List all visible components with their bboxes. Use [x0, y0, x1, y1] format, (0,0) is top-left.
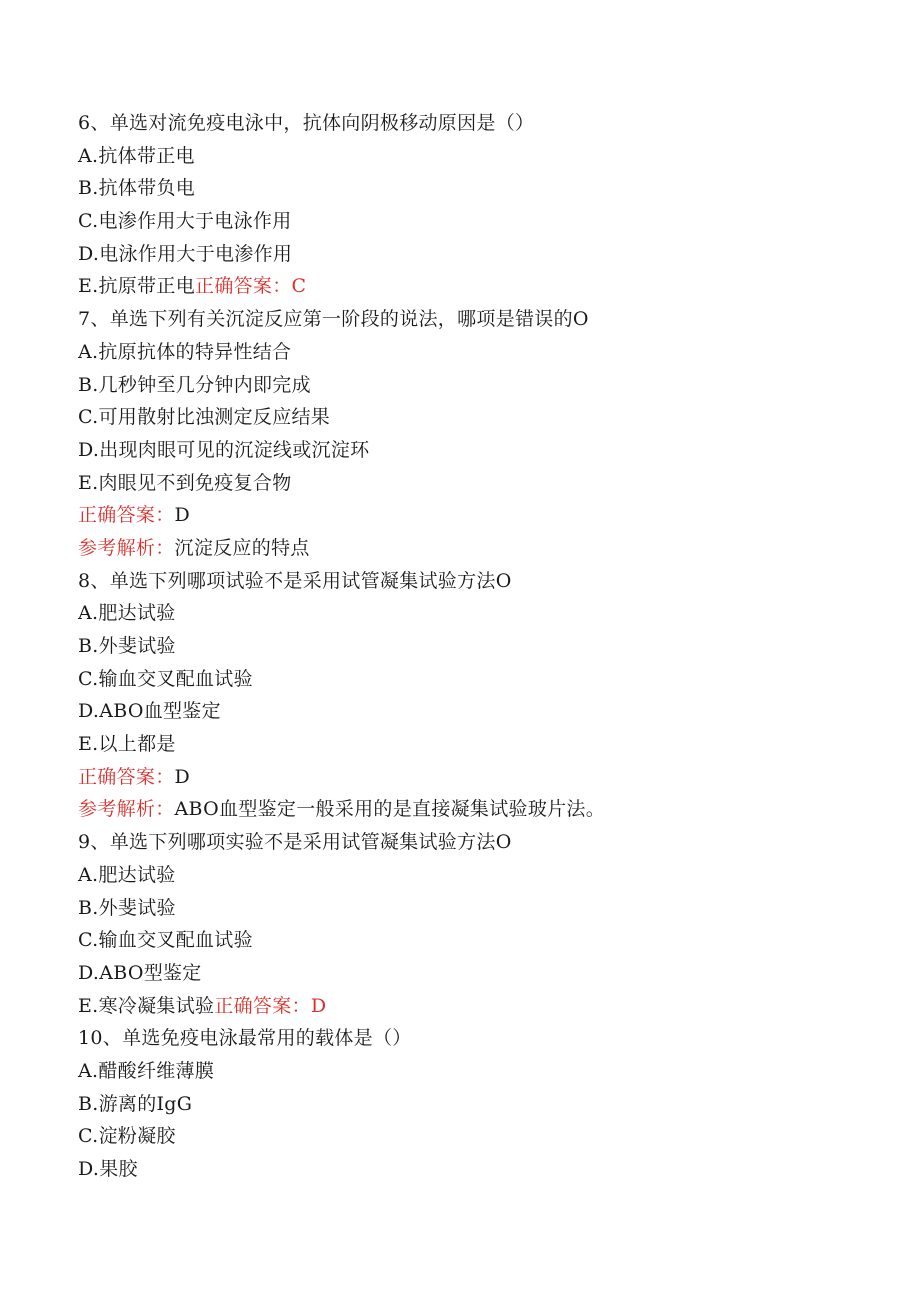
- question-6-stem: 6、单选对流免疫电泳中，抗体向阴极移动原因是（）: [78, 112, 535, 134]
- question-8-analysis-row: [78, 793, 898, 826]
- question-7-analysis-label: 参考解析：: [78, 536, 175, 559]
- question-7-analysis-value: 沉淀反应的特点: [174, 536, 310, 559]
- question-7-answer-value: D: [174, 504, 191, 527]
- question-9-option-c: C.输血交叉配血试验: [78, 929, 253, 952]
- question-6-option-e: E.抗原带正电: [78, 275, 196, 298]
- question-7-option-d: D.出现肉眼可见的沉淀线或沉淀环: [78, 438, 370, 461]
- question-6-option-c: C.电渗作用大于电泳作用: [78, 210, 292, 233]
- question-8-answer-label: 正确答案：: [78, 765, 175, 788]
- question-10-option-b: B.游离的IgG: [78, 1092, 193, 1115]
- question-9-option-e: E.寒冷凝集试验: [78, 994, 215, 1017]
- question-8-answer-value: D: [174, 765, 191, 788]
- question-9-option-e-row: [78, 990, 898, 1023]
- question-8-stem: 8、单选下列哪项试验不是采用试管凝集试验方法O: [78, 569, 512, 592]
- question-8-option-c: C.输血交叉配血试验: [78, 667, 253, 690]
- question-10-option-c: C.淀粉凝胶: [78, 1125, 176, 1148]
- question-7-analysis-row: [78, 532, 898, 565]
- question-6-answer: 正确答案：C: [195, 275, 307, 298]
- question-8-answer-row: [78, 761, 898, 794]
- question-6-option-b: B.抗体带负电: [78, 177, 196, 200]
- question-8-analysis-value: ABO血型鉴定一般采用的是直接凝集试验玻片法。: [174, 798, 606, 821]
- question-8-option-b: B.外斐试验: [78, 635, 176, 657]
- question-10-option-a: A.醋酸纤维薄膜: [78, 1059, 215, 1082]
- question-9-stem: 9、单选下列哪项实验不是采用试管凝集试验方法O: [78, 831, 512, 854]
- question-8-option-e: E.以上都是: [78, 733, 176, 756]
- question-10-stem: 10、单选免疫电泳最常用的载体是（）: [78, 1027, 412, 1050]
- question-7-answer-row: [78, 499, 898, 532]
- question-8-option-d: D.ABO血型鉴定: [78, 700, 221, 723]
- question-7-option-b: B.几秒钟至几分钟内即完成: [78, 373, 311, 396]
- question-9-option-d: D.ABO型鉴定: [78, 961, 202, 984]
- question-9-option-b: B.外斐试验: [78, 896, 176, 919]
- question-7-answer-label: 正确答案：: [78, 504, 175, 527]
- document-page: [78, 107, 898, 1186]
- question-7-option-a: A.抗原抗体的特异性结合: [78, 340, 292, 363]
- question-6-option-a: A.抗体带正电: [78, 144, 195, 167]
- question-7-option-e: E.肉眼见不到免疫复合物: [78, 471, 292, 494]
- question-8-option-a: A.肥达试验: [78, 602, 176, 625]
- question-6-option-d: D.电泳作用大于电渗作用: [78, 242, 293, 265]
- question-7-option-c: C.可用散射比浊测定反应结果: [78, 406, 331, 429]
- question-6-option-e-row: [78, 270, 898, 303]
- question-9-answer: 正确答案：D: [214, 994, 327, 1017]
- question-10-option-d: D.果胶: [78, 1158, 138, 1180]
- question-8-analysis-label: 参考解析：: [78, 798, 175, 821]
- question-9-option-a: A.肥达试验: [78, 863, 176, 886]
- question-7-stem: 7、单选下列有关沉淀反应第一阶段的说法，哪项是错误的O: [78, 308, 589, 331]
